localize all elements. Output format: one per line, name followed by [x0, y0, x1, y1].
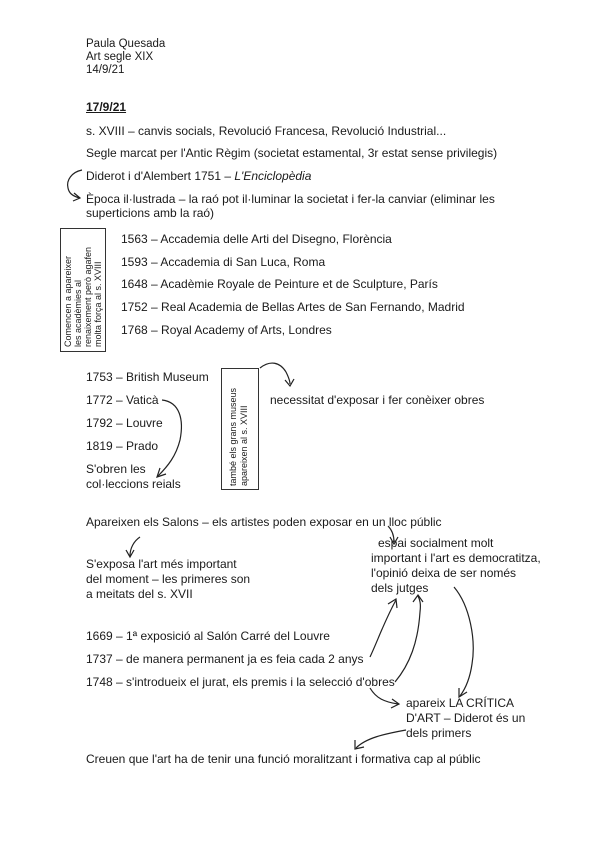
conclusion-line: Creuen que l'art ha de tenir una funció moralitzant i formativa cap al públic [86, 752, 481, 766]
exhibit-need: necessitat d'exposar i fer conèixer obres [270, 393, 485, 407]
salons-right-line-2: important i l'art es democratitza, [371, 551, 541, 565]
salons-line: Apareixen els Salons – els artistes poden exposar en un lloc públic [86, 515, 442, 529]
museum-item: 1819 – Prado [86, 439, 159, 453]
ancien-regime-line: Segle marcat per l'Antic Règim (societat estamental, 3r estat sense privilegis) [86, 146, 498, 160]
encyclopedia-title: L'Enciclopèdia [234, 169, 312, 183]
jutges-arrow-2 [395, 596, 420, 682]
academies-note-line-4: molta força al s. XVIII [93, 261, 103, 347]
salons-left-line-2: del moment – les primeres son [86, 572, 251, 586]
salons-left-arrow [130, 537, 140, 556]
museum-item: 1772 – Vaticà [86, 393, 159, 407]
salons-left-line-3: a meitats del s. XVII [86, 587, 193, 601]
salons-right-line-3: l'opinió deixa de ser només [371, 566, 517, 580]
critique-side-arrow [454, 587, 473, 696]
author-name: Paula Quesada [86, 38, 166, 50]
jutges-arrow-1 [370, 600, 396, 657]
salons-right-line-4: dels jutges [371, 581, 429, 595]
museums-note-line-2: apareixen al s. XVIII [239, 405, 249, 486]
enlightenment-line-2: superticions amb la raó) [86, 206, 215, 220]
context-line: s. XVIII – canvis socials, Revolució Francesa, Revolució Industrial... [86, 124, 447, 138]
academy-item: 1752 – Real Academia de Bellas Artes de San Fernando, Madrid [121, 300, 465, 314]
collections-note-line-2: col·leccions reials [86, 477, 181, 491]
conclusion-arrow [356, 730, 406, 748]
academy-item: 1768 – Royal Academy of Arts, Londres [121, 323, 332, 337]
section-date-heading: 17/9/21 [86, 100, 127, 114]
collections-note-line-1: S'obren les [86, 462, 146, 476]
salons-right-line-1: espai socialment molt [378, 536, 494, 550]
academy-item: 1593 – Accademia di San Luca, Roma [121, 255, 326, 269]
event-item: 1737 – de manera permanent ja es feia cada 2 anys [86, 652, 364, 666]
critique-arrow [370, 688, 398, 704]
critique-line-3: dels primers [406, 726, 472, 740]
critique-line-1: apareix LA CRÍTICA [406, 696, 515, 710]
academies-note-line-1: Comencen a apareixer [63, 255, 73, 347]
salons-left-line-1: S'exposa l'art més important [86, 557, 237, 571]
museums-note-line-1: també els grans museus [228, 387, 238, 486]
critique-line-2: D'ART – Diderot és un [406, 711, 526, 725]
academies-note-line-2: les acadèmies al [73, 279, 83, 347]
event-item: 1748 – s'introdueix el jurat, els premis i la selecció d'obres [86, 675, 395, 689]
academies-note-line-3: renaixement però agafen [83, 246, 93, 347]
academy-item: 1563 – Accademia delle Arti del Disegno, Florència [121, 232, 392, 246]
collections-arrow [158, 400, 181, 476]
academy-item: 1648 – Acadèmie Royale de Peinture et de Sculpture, París [121, 277, 438, 291]
encyclopedia-line: Diderot i d'Alembert 1751 – L'Enciclopèdia [86, 169, 312, 183]
museum-item: 1753 – British Museum [86, 370, 209, 384]
event-item: 1669 – 1ª exposició al Salón Carré del Louvre [86, 629, 330, 643]
course-name: Art segle XIX [86, 51, 154, 63]
enlightenment-line-1: Època il·lustrada – la raó pot il·luminar la societat i fer-la canviar (eliminar les [86, 192, 495, 206]
header-date: 14/9/21 [86, 64, 125, 76]
museum-item: 1792 – Louvre [86, 416, 163, 430]
